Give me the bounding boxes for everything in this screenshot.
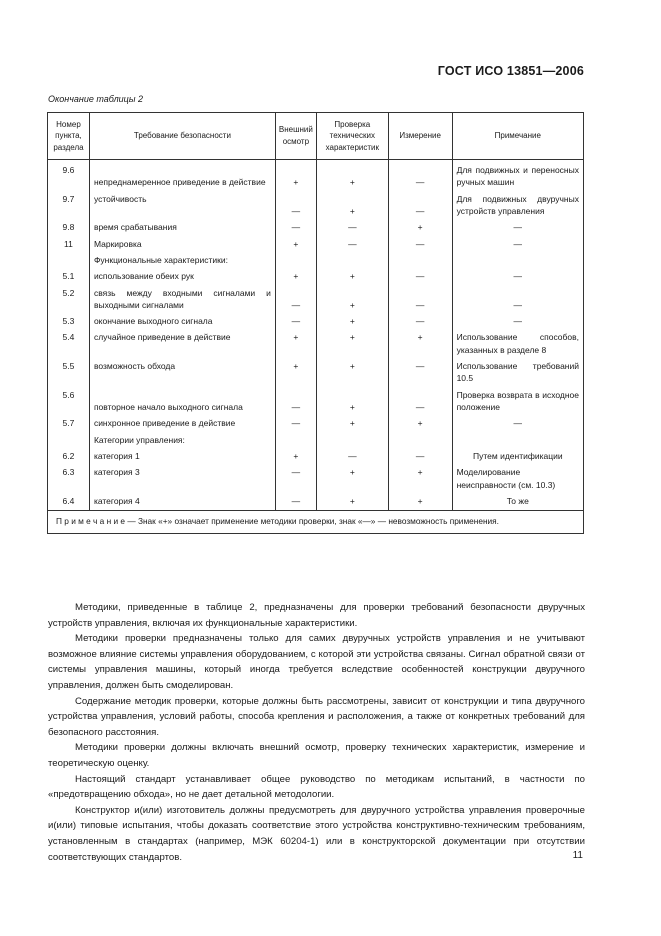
row-requirement: повторное начало выходного сигнала <box>89 387 275 416</box>
body-text <box>48 600 585 865</box>
row-measurement: + <box>388 219 452 235</box>
row-number: 5.2 <box>48 285 90 314</box>
table-header-row <box>48 113 584 160</box>
row-number: 5.3 <box>48 313 90 329</box>
row-requirement: использование обеих рук <box>89 268 275 284</box>
row-external: + <box>275 358 316 387</box>
row-external: — <box>275 191 316 220</box>
row-note: — <box>452 268 583 284</box>
row-external: + <box>275 268 316 284</box>
row-requirement: Маркировка <box>89 236 275 252</box>
table-row <box>48 236 584 252</box>
row-number: 6.2 <box>48 448 90 464</box>
row-number: 5.7 <box>48 415 90 431</box>
row-technical: + <box>316 268 388 284</box>
row-external: — <box>275 387 316 416</box>
table-row <box>48 493 584 511</box>
row-technical: + <box>316 329 388 358</box>
row-requirement: возможность обхода <box>89 358 275 387</box>
row-measurement: — <box>388 160 452 191</box>
table-section-row <box>48 432 584 448</box>
table-row <box>48 358 584 387</box>
row-measurement: + <box>388 329 452 358</box>
row-technical: — <box>316 448 388 464</box>
row-note: Использование способов, указанных в разделе 8 <box>452 329 583 358</box>
row-measurement: + <box>388 464 452 493</box>
row-requirement: время срабатывания <box>89 219 275 235</box>
row-requirement: категория 1 <box>89 448 275 464</box>
row-measurement: — <box>388 236 452 252</box>
row-measurement: — <box>388 313 452 329</box>
row-number: 9.8 <box>48 219 90 235</box>
row-requirement: устойчивость <box>89 191 275 220</box>
row-note: — <box>452 415 583 431</box>
row-note: — <box>452 313 583 329</box>
paragraph: Настоящий стандарт устанавливает общее руководство по методикам испытаний, в частности по «предотвращению обхода», но не дает детальной методологии. <box>48 773 585 801</box>
table-row <box>48 160 584 191</box>
paragraph: Методики проверки предназначены только для самих двуручных устройств управления и не учитывают возможное влияние системы управления оборудованием, с которой эти устройства связаны. Сигнал обратной связи от системы управления машины, который иногда требуется вследствие особенностей конструкции двуручного управления, должен быть смоделирован. <box>48 633 585 691</box>
row-technical: + <box>316 285 388 314</box>
paragraph: Конструктор и(или) изготовитель должны предусмотреть для двуручного устройства управления проверочные и(или) типовые испытания, чтобы доказать соответствие этого устройства конструктивно-техническим требованиям, установленным в стандартах (например, МЭК 60204-1) или в конструкторской документации при отсутствии соответствующих стандартов. <box>48 804 585 863</box>
row-technical: + <box>316 191 388 220</box>
row-number: 5.5 <box>48 358 90 387</box>
table-footnote-row <box>48 511 584 534</box>
row-number: 9.6 <box>48 160 90 191</box>
row-number: 5.4 <box>48 329 90 358</box>
table-row <box>48 329 584 358</box>
row-note: Проверка возврата в исходное положение <box>452 387 583 416</box>
row-measurement <box>388 252 452 268</box>
col-header-measurement: Измерение <box>388 113 452 160</box>
section-heading-categories: Категории управления: <box>89 432 275 448</box>
row-external: — <box>275 285 316 314</box>
table-footnote: П р и м е ч а н и е — Знак «+» означает применение методики проверки, знак «—» — невозможность применения. <box>48 511 584 534</box>
row-number: 5.6 <box>48 387 90 416</box>
row-technical: + <box>316 313 388 329</box>
row-requirement: синхронное приведение в действие <box>89 415 275 431</box>
paragraph: Содержание методик проверки, которые должны быть рассмотрены, зависит от конструкции и типа двуручного устройства управления, условий работы, способа крепления и расположения, а также от конкретных требований для безопасного расстояния. <box>48 695 585 738</box>
row-measurement: — <box>388 285 452 314</box>
row-external: — <box>275 219 316 235</box>
row-technical <box>316 432 388 448</box>
col-header-external-inspection: Внешний осмотр <box>275 113 316 160</box>
row-measurement: + <box>388 493 452 511</box>
row-measurement <box>388 432 452 448</box>
row-measurement: — <box>388 387 452 416</box>
row-number <box>48 252 90 268</box>
row-measurement: — <box>388 448 452 464</box>
table-section-row <box>48 252 584 268</box>
row-external: — <box>275 313 316 329</box>
row-technical: + <box>316 160 388 191</box>
document-title: ГОСТ ИСО 13851—2006 <box>437 64 584 78</box>
table-row <box>48 191 584 220</box>
row-note: — <box>452 219 583 235</box>
row-note: Для подвижных двуручных устройств управления <box>452 191 583 220</box>
table-row <box>48 268 584 284</box>
row-requirement: связь между входными сигналами и выходными сигналами <box>89 285 275 314</box>
row-requirement: категория 4 <box>89 493 275 511</box>
row-number <box>48 432 90 448</box>
row-technical: — <box>316 236 388 252</box>
row-external <box>275 252 316 268</box>
row-note: — <box>452 236 583 252</box>
table-row <box>48 415 584 431</box>
row-requirement: непреднамеренное приведение в действие <box>89 160 275 191</box>
row-technical: + <box>316 493 388 511</box>
row-requirement: окончание выходного сигнала <box>89 313 275 329</box>
row-technical: — <box>316 219 388 235</box>
row-technical: + <box>316 415 388 431</box>
row-number: 6.4 <box>48 493 90 511</box>
col-header-technical-check: Проверка технических характеристик <box>316 113 388 160</box>
row-requirement: категория 3 <box>89 464 275 493</box>
table-row <box>48 464 584 493</box>
table-row <box>48 387 584 416</box>
row-external: — <box>275 415 316 431</box>
row-note <box>452 432 583 448</box>
row-technical: + <box>316 358 388 387</box>
row-number: 5.1 <box>48 268 90 284</box>
row-number: 9.7 <box>48 191 90 220</box>
row-external: — <box>275 493 316 511</box>
row-note: Путем идентификации <box>452 448 583 464</box>
row-external: — <box>275 464 316 493</box>
row-measurement: — <box>388 358 452 387</box>
col-header-requirement: Требование безопасности <box>89 113 275 160</box>
row-external <box>275 432 316 448</box>
row-note <box>452 252 583 268</box>
row-external: + <box>275 236 316 252</box>
section-heading-functional: Функциональные характеристики: <box>89 252 275 268</box>
row-external: + <box>275 160 316 191</box>
col-header-note: Примечание <box>452 113 583 160</box>
row-number: 11 <box>48 236 90 252</box>
row-measurement: — <box>388 268 452 284</box>
row-technical <box>316 252 388 268</box>
col-header-number: Номер пункта, раздела <box>48 113 90 160</box>
row-measurement: + <box>388 415 452 431</box>
row-requirement: случайное приведение в действие <box>89 329 275 358</box>
row-external: + <box>275 329 316 358</box>
row-measurement: — <box>388 191 452 220</box>
row-external: + <box>275 448 316 464</box>
safety-requirements-table <box>47 112 584 534</box>
row-number: 6.3 <box>48 464 90 493</box>
row-note: — <box>452 285 583 314</box>
row-technical: + <box>316 387 388 416</box>
table-row <box>48 313 584 329</box>
table-row <box>48 285 584 314</box>
row-note: То же <box>452 493 583 511</box>
table-row <box>48 448 584 464</box>
table-caption: Окончание таблицы 2 <box>48 94 143 104</box>
paragraph: Методики проверки должны включать внешний осмотр, проверку технических характеристик, измерение и теоретическую оценку. <box>48 742 585 769</box>
page-number: 11 <box>572 850 583 861</box>
row-note: Моделирование неисправности (см. 10.3) <box>452 464 583 493</box>
row-note: Для подвижных и переносных ручных машин <box>452 160 583 191</box>
row-note: Использование требований 10.5 <box>452 358 583 387</box>
row-technical: + <box>316 464 388 493</box>
table-row <box>48 219 584 235</box>
paragraph: Методики, приведенные в таблице 2, предназначены для проверки требований безопасности двуручных устройств управления, включая их функциональные характеристики. <box>48 602 585 629</box>
